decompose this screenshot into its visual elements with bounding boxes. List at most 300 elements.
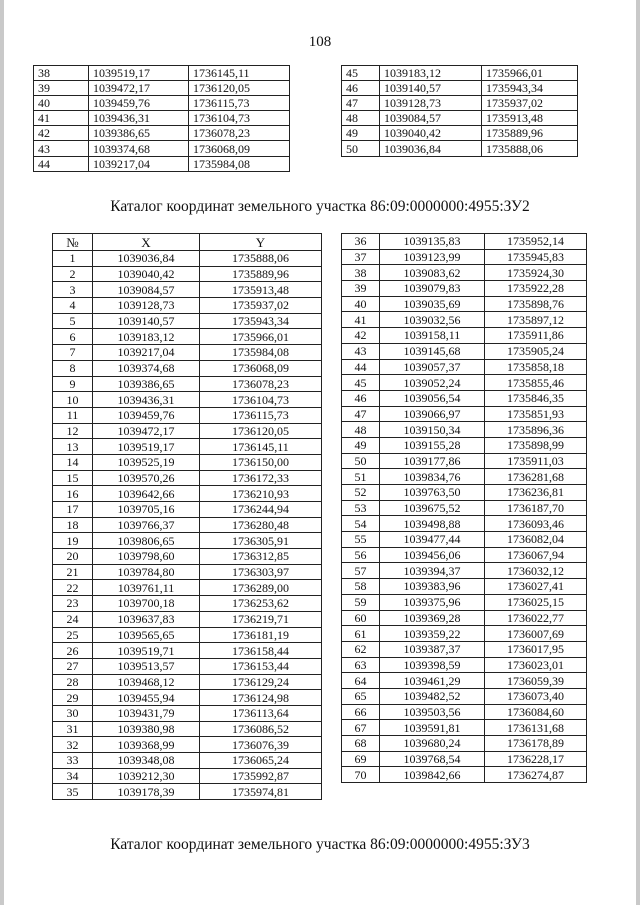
x-coordinate-cell: 1039680,24 xyxy=(380,736,485,752)
x-coordinate-cell: 1039436,31 xyxy=(93,392,200,408)
y-coordinate-cell: 1736017,95 xyxy=(485,641,587,657)
point-number-cell: 13 xyxy=(53,439,93,455)
y-coordinate-cell: 1736280,48 xyxy=(200,517,322,533)
point-number-cell: 53 xyxy=(342,500,380,516)
x-coordinate-cell: 1039348,08 xyxy=(93,753,200,769)
point-number-cell: 43 xyxy=(34,141,89,156)
x-coordinate-cell: 1039842,66 xyxy=(380,767,485,783)
point-number-cell: 69 xyxy=(342,751,380,767)
y-coordinate-cell: 1735855,46 xyxy=(485,375,587,391)
x-coordinate-cell: 1039150,34 xyxy=(380,422,485,438)
y-coordinate-cell: 1736073,40 xyxy=(485,688,587,704)
page-number: 108 xyxy=(308,34,332,50)
table-row xyxy=(342,265,587,281)
point-number-cell: 68 xyxy=(342,736,380,752)
table-row xyxy=(342,81,578,96)
x-coordinate-cell: 1039700,18 xyxy=(93,596,200,612)
table-row xyxy=(342,234,587,250)
y-coordinate-cell: 1736007,69 xyxy=(485,626,587,642)
x-coordinate-cell: 1039459,76 xyxy=(89,96,189,111)
y-coordinate-cell: 1736274,87 xyxy=(485,767,587,783)
y-coordinate-cell: 1736027,41 xyxy=(485,579,587,595)
table-row xyxy=(53,251,322,267)
point-number-cell: 47 xyxy=(342,406,380,422)
table-row xyxy=(53,423,322,439)
table-row xyxy=(342,312,587,328)
point-number-cell: 11 xyxy=(53,407,93,423)
x-coordinate-cell: 1039784,80 xyxy=(93,564,200,580)
table-row xyxy=(342,579,587,595)
x-coordinate-cell: 1039461,29 xyxy=(380,673,485,689)
x-coordinate-cell: 1039368,99 xyxy=(93,737,200,753)
x-coordinate-cell: 1039040,42 xyxy=(380,126,482,141)
table-row xyxy=(53,768,322,784)
point-number-cell: 50 xyxy=(342,141,380,156)
point-number-cell: 33 xyxy=(53,753,93,769)
y-coordinate-cell: 1735846,35 xyxy=(485,390,587,406)
point-number-cell: 49 xyxy=(342,437,380,453)
point-number-cell: 15 xyxy=(53,470,93,486)
x-coordinate-cell: 1039565,65 xyxy=(93,627,200,643)
x-coordinate-cell: 1039519,17 xyxy=(93,439,200,455)
y-coordinate-cell: 1736120,05 xyxy=(189,81,290,96)
table-row xyxy=(342,126,578,141)
table-header-row xyxy=(53,234,322,251)
point-number-cell: 28 xyxy=(53,674,93,690)
y-coordinate-cell: 1735898,76 xyxy=(485,296,587,312)
y-coordinate-cell: 1735924,30 xyxy=(485,265,587,281)
table-row xyxy=(53,360,322,376)
column-header-number: № xyxy=(53,234,93,251)
point-number-cell: 38 xyxy=(34,66,89,81)
table-row xyxy=(53,596,322,612)
x-coordinate-cell: 1039040,42 xyxy=(93,266,200,282)
y-coordinate-cell: 1735889,96 xyxy=(482,126,578,141)
x-coordinate-cell: 1039705,16 xyxy=(93,502,200,518)
table-row xyxy=(53,705,322,721)
y-coordinate-cell: 1736219,71 xyxy=(200,611,322,627)
x-coordinate-cell: 1039128,73 xyxy=(380,96,482,111)
point-number-cell: 18 xyxy=(53,517,93,533)
table-row xyxy=(53,407,322,423)
table-row xyxy=(53,784,322,800)
table-row xyxy=(342,469,587,485)
point-number-cell: 47 xyxy=(342,96,380,111)
y-coordinate-cell: 1736172,33 xyxy=(200,470,322,486)
table-row xyxy=(342,141,578,156)
point-number-cell: 2 xyxy=(53,266,93,282)
y-coordinate-cell: 1736093,46 xyxy=(485,516,587,532)
y-coordinate-cell: 1736281,68 xyxy=(485,469,587,485)
table-row xyxy=(342,532,587,548)
point-number-cell: 26 xyxy=(53,643,93,659)
y-coordinate-cell: 1736065,24 xyxy=(200,753,322,769)
x-coordinate-cell: 1039456,06 xyxy=(380,547,485,563)
table-row xyxy=(342,422,587,438)
point-number-cell: 27 xyxy=(53,658,93,674)
y-coordinate-cell: 1735913,48 xyxy=(482,111,578,126)
y-coordinate-cell: 1735937,02 xyxy=(200,298,322,314)
y-coordinate-cell: 1736305,91 xyxy=(200,533,322,549)
table-row xyxy=(53,674,322,690)
table-row xyxy=(53,470,322,486)
point-number-cell: 45 xyxy=(342,375,380,391)
point-number-cell: 32 xyxy=(53,737,93,753)
y-coordinate-cell: 1735992,87 xyxy=(200,768,322,784)
x-coordinate-cell: 1039155,28 xyxy=(380,437,485,453)
y-coordinate-cell: 1736181,19 xyxy=(200,627,322,643)
x-coordinate-cell: 1039436,31 xyxy=(89,111,189,126)
x-coordinate-cell: 1039177,86 xyxy=(380,453,485,469)
y-coordinate-cell: 1736084,60 xyxy=(485,704,587,720)
table-row xyxy=(342,281,587,297)
y-coordinate-cell: 1735943,34 xyxy=(200,313,322,329)
x-coordinate-cell: 1039212,30 xyxy=(93,768,200,784)
x-coordinate-cell: 1039798,60 xyxy=(93,549,200,565)
x-coordinate-cell: 1039398,59 xyxy=(380,657,485,673)
y-coordinate-cell: 1736082,04 xyxy=(485,532,587,548)
y-coordinate-cell: 1736124,98 xyxy=(200,690,322,706)
y-coordinate-cell: 1735888,06 xyxy=(482,141,578,156)
y-coordinate-cell: 1736228,17 xyxy=(485,751,587,767)
point-number-cell: 42 xyxy=(34,126,89,141)
x-coordinate-cell: 1039369,28 xyxy=(380,610,485,626)
table-row xyxy=(342,657,587,673)
point-number-cell: 39 xyxy=(34,81,89,96)
x-coordinate-cell: 1039183,12 xyxy=(380,66,482,81)
point-number-cell: 37 xyxy=(342,249,380,265)
x-coordinate-cell: 1039183,12 xyxy=(93,329,200,345)
table-row xyxy=(34,81,290,96)
table-row xyxy=(342,437,587,453)
point-number-cell: 62 xyxy=(342,641,380,657)
point-number-cell: 4 xyxy=(53,298,93,314)
point-number-cell: 60 xyxy=(342,610,380,626)
table-row xyxy=(342,547,587,563)
point-number-cell: 6 xyxy=(53,329,93,345)
y-coordinate-cell: 1735974,81 xyxy=(200,784,322,800)
y-coordinate-cell: 1735937,02 xyxy=(482,96,578,111)
x-coordinate-cell: 1039431,79 xyxy=(93,705,200,721)
coordinates-table-continued-left xyxy=(33,65,290,172)
x-coordinate-cell: 1039519,17 xyxy=(89,66,189,81)
x-coordinate-cell: 1039145,68 xyxy=(380,343,485,359)
x-coordinate-cell: 1039675,52 xyxy=(380,500,485,516)
x-coordinate-cell: 1039383,96 xyxy=(380,579,485,595)
column-header-x: X xyxy=(93,234,200,251)
x-coordinate-cell: 1039052,24 xyxy=(380,375,485,391)
y-coordinate-cell: 1735851,93 xyxy=(485,406,587,422)
table-row xyxy=(342,296,587,312)
table-row xyxy=(342,704,587,720)
point-number-cell: 23 xyxy=(53,596,93,612)
point-number-cell: 21 xyxy=(53,564,93,580)
x-coordinate-cell: 1039217,04 xyxy=(93,345,200,361)
y-coordinate-cell: 1735913,48 xyxy=(200,282,322,298)
y-coordinate-cell: 1736113,64 xyxy=(200,705,322,721)
y-coordinate-cell: 1736078,23 xyxy=(189,126,290,141)
point-number-cell: 64 xyxy=(342,673,380,689)
point-number-cell: 49 xyxy=(342,126,380,141)
table-row xyxy=(342,249,587,265)
point-number-cell: 8 xyxy=(53,360,93,376)
table-row xyxy=(53,549,322,565)
y-coordinate-cell: 1736068,09 xyxy=(189,141,290,156)
point-number-cell: 45 xyxy=(342,66,380,81)
coordinates-table-continued-right xyxy=(341,65,578,157)
table-row xyxy=(53,313,322,329)
table-row xyxy=(342,343,587,359)
table-row xyxy=(53,439,322,455)
y-coordinate-cell: 1736032,12 xyxy=(485,563,587,579)
table-row xyxy=(53,690,322,706)
x-coordinate-cell: 1039380,98 xyxy=(93,721,200,737)
y-coordinate-cell: 1736115,73 xyxy=(189,96,290,111)
x-coordinate-cell: 1039459,76 xyxy=(93,407,200,423)
y-coordinate-cell: 1735922,28 xyxy=(485,281,587,297)
table-row xyxy=(342,453,587,469)
table-row xyxy=(53,533,322,549)
point-number-cell: 41 xyxy=(34,111,89,126)
table-row xyxy=(342,111,578,126)
x-coordinate-cell: 1039135,83 xyxy=(380,234,485,250)
point-number-cell: 38 xyxy=(342,265,380,281)
table-row xyxy=(53,627,322,643)
table-row xyxy=(342,66,578,81)
table-row xyxy=(53,392,322,408)
x-coordinate-cell: 1039032,56 xyxy=(380,312,485,328)
table-row xyxy=(342,375,587,391)
point-number-cell: 56 xyxy=(342,547,380,563)
y-coordinate-cell: 1735897,12 xyxy=(485,312,587,328)
y-coordinate-cell: 1735966,01 xyxy=(482,66,578,81)
point-number-cell: 55 xyxy=(342,532,380,548)
y-coordinate-cell: 1735896,36 xyxy=(485,422,587,438)
point-number-cell: 36 xyxy=(342,234,380,250)
x-coordinate-cell: 1039525,19 xyxy=(93,454,200,470)
table-row xyxy=(53,721,322,737)
point-number-cell: 63 xyxy=(342,657,380,673)
x-coordinate-cell: 1039806,65 xyxy=(93,533,200,549)
point-number-cell: 5 xyxy=(53,313,93,329)
point-number-cell: 3 xyxy=(53,282,93,298)
coordinates-table-zu2-right xyxy=(341,233,587,783)
table-row xyxy=(53,564,322,580)
x-coordinate-cell: 1039468,12 xyxy=(93,674,200,690)
y-coordinate-cell: 1735952,14 xyxy=(485,234,587,250)
x-coordinate-cell: 1039455,94 xyxy=(93,690,200,706)
x-coordinate-cell: 1039834,76 xyxy=(380,469,485,485)
table-row xyxy=(342,594,587,610)
y-coordinate-cell: 1736289,00 xyxy=(200,580,322,596)
y-coordinate-cell: 1736086,52 xyxy=(200,721,322,737)
y-coordinate-cell: 1736153,44 xyxy=(200,658,322,674)
table-row xyxy=(342,390,587,406)
x-coordinate-cell: 1039178,39 xyxy=(93,784,200,800)
point-number-cell: 30 xyxy=(53,705,93,721)
y-coordinate-cell: 1736023,01 xyxy=(485,657,587,673)
y-coordinate-cell: 1736068,09 xyxy=(200,360,322,376)
y-coordinate-cell: 1736104,73 xyxy=(200,392,322,408)
y-coordinate-cell: 1736145,11 xyxy=(189,66,290,81)
y-coordinate-cell: 1736312,85 xyxy=(200,549,322,565)
y-coordinate-cell: 1736022,77 xyxy=(485,610,587,626)
column-header-y: Y xyxy=(200,234,322,251)
y-coordinate-cell: 1736303,97 xyxy=(200,564,322,580)
x-coordinate-cell: 1039387,37 xyxy=(380,641,485,657)
x-coordinate-cell: 1039386,65 xyxy=(93,376,200,392)
y-coordinate-cell: 1736145,11 xyxy=(200,439,322,455)
table-row xyxy=(342,610,587,626)
table-row xyxy=(53,298,322,314)
point-number-cell: 25 xyxy=(53,627,93,643)
point-number-cell: 40 xyxy=(34,96,89,111)
x-coordinate-cell: 1039591,81 xyxy=(380,720,485,736)
table-row xyxy=(342,736,587,752)
y-coordinate-cell: 1736187,70 xyxy=(485,500,587,516)
point-number-cell: 43 xyxy=(342,343,380,359)
table-row xyxy=(53,329,322,345)
x-coordinate-cell: 1039374,68 xyxy=(93,360,200,376)
y-coordinate-cell: 1736067,94 xyxy=(485,547,587,563)
x-coordinate-cell: 1039761,11 xyxy=(93,580,200,596)
point-number-cell: 57 xyxy=(342,563,380,579)
y-coordinate-cell: 1736131,68 xyxy=(485,720,587,736)
x-coordinate-cell: 1039498,88 xyxy=(380,516,485,532)
x-coordinate-cell: 1039375,96 xyxy=(380,594,485,610)
point-number-cell: 48 xyxy=(342,422,380,438)
y-coordinate-cell: 1736078,23 xyxy=(200,376,322,392)
y-coordinate-cell: 1736150,00 xyxy=(200,454,322,470)
point-number-cell: 46 xyxy=(342,390,380,406)
table-row xyxy=(342,720,587,736)
y-coordinate-cell: 1735984,08 xyxy=(189,156,290,171)
x-coordinate-cell: 1039084,57 xyxy=(93,282,200,298)
point-number-cell: 42 xyxy=(342,328,380,344)
x-coordinate-cell: 1039066,97 xyxy=(380,406,485,422)
x-coordinate-cell: 1039394,37 xyxy=(380,563,485,579)
point-number-cell: 24 xyxy=(53,611,93,627)
x-coordinate-cell: 1039084,57 xyxy=(380,111,482,126)
point-number-cell: 10 xyxy=(53,392,93,408)
point-number-cell: 52 xyxy=(342,485,380,501)
x-coordinate-cell: 1039036,84 xyxy=(380,141,482,156)
x-coordinate-cell: 1039359,22 xyxy=(380,626,485,642)
table-row xyxy=(53,737,322,753)
point-number-cell: 59 xyxy=(342,594,380,610)
table-row xyxy=(53,643,322,659)
x-coordinate-cell: 1039570,26 xyxy=(93,470,200,486)
point-number-cell: 19 xyxy=(53,533,93,549)
point-number-cell: 67 xyxy=(342,720,380,736)
x-coordinate-cell: 1039482,52 xyxy=(380,688,485,704)
y-coordinate-cell: 1736253,62 xyxy=(200,596,322,612)
x-coordinate-cell: 1039217,04 xyxy=(89,156,189,171)
point-number-cell: 40 xyxy=(342,296,380,312)
x-coordinate-cell: 1039083,62 xyxy=(380,265,485,281)
point-number-cell: 54 xyxy=(342,516,380,532)
y-coordinate-cell: 1735889,96 xyxy=(200,266,322,282)
x-coordinate-cell: 1039079,83 xyxy=(380,281,485,297)
y-coordinate-cell: 1736210,93 xyxy=(200,486,322,502)
table-row xyxy=(342,626,587,642)
point-number-cell: 34 xyxy=(53,768,93,784)
table-row xyxy=(53,486,322,502)
table-row xyxy=(34,111,290,126)
y-coordinate-cell: 1735966,01 xyxy=(200,329,322,345)
y-coordinate-cell: 1735945,83 xyxy=(485,249,587,265)
table-row xyxy=(34,66,290,81)
table-row xyxy=(342,406,587,422)
x-coordinate-cell: 1039763,50 xyxy=(380,485,485,501)
y-coordinate-cell: 1736025,15 xyxy=(485,594,587,610)
point-number-cell: 44 xyxy=(342,359,380,375)
point-number-cell: 58 xyxy=(342,579,380,595)
y-coordinate-cell: 1735984,08 xyxy=(200,345,322,361)
x-coordinate-cell: 1039503,56 xyxy=(380,704,485,720)
x-coordinate-cell: 1039374,68 xyxy=(89,141,189,156)
table-row xyxy=(342,328,587,344)
point-number-cell: 20 xyxy=(53,549,93,565)
table-row xyxy=(34,96,290,111)
point-number-cell: 12 xyxy=(53,423,93,439)
y-coordinate-cell: 1735898,99 xyxy=(485,437,587,453)
catalog-heading-zu2: Каталог координат земельного участка 86:09:0000000:4955:ЗУ2 xyxy=(110,198,530,215)
table-row xyxy=(342,359,587,375)
y-coordinate-cell: 1735858,18 xyxy=(485,359,587,375)
table-row xyxy=(53,517,322,533)
y-coordinate-cell: 1736129,24 xyxy=(200,674,322,690)
point-number-cell: 70 xyxy=(342,767,380,783)
y-coordinate-cell: 1736158,44 xyxy=(200,643,322,659)
x-coordinate-cell: 1039768,54 xyxy=(380,751,485,767)
point-number-cell: 41 xyxy=(342,312,380,328)
table-row xyxy=(342,500,587,516)
y-coordinate-cell: 1736178,89 xyxy=(485,736,587,752)
table-row xyxy=(53,266,322,282)
point-number-cell: 48 xyxy=(342,111,380,126)
table-row xyxy=(342,767,587,783)
point-number-cell: 50 xyxy=(342,453,380,469)
point-number-cell: 31 xyxy=(53,721,93,737)
y-coordinate-cell: 1735905,24 xyxy=(485,343,587,359)
point-number-cell: 1 xyxy=(53,251,93,267)
table-row xyxy=(53,345,322,361)
table-row xyxy=(53,376,322,392)
table-row xyxy=(34,126,290,141)
x-coordinate-cell: 1039642,66 xyxy=(93,486,200,502)
point-number-cell: 35 xyxy=(53,784,93,800)
table-row xyxy=(342,641,587,657)
point-number-cell: 17 xyxy=(53,502,93,518)
x-coordinate-cell: 1039477,44 xyxy=(380,532,485,548)
point-number-cell: 9 xyxy=(53,376,93,392)
y-coordinate-cell: 1735911,03 xyxy=(485,453,587,469)
scan-edge-left xyxy=(0,0,4,905)
x-coordinate-cell: 1039035,69 xyxy=(380,296,485,312)
table-row xyxy=(34,141,290,156)
point-number-cell: 16 xyxy=(53,486,93,502)
y-coordinate-cell: 1735911,86 xyxy=(485,328,587,344)
x-coordinate-cell: 1039766,37 xyxy=(93,517,200,533)
table-row xyxy=(342,563,587,579)
scan-edge-right xyxy=(636,0,640,905)
table-row xyxy=(53,282,322,298)
table-row xyxy=(342,516,587,532)
y-coordinate-cell: 1736236,81 xyxy=(485,485,587,501)
point-number-cell: 46 xyxy=(342,81,380,96)
x-coordinate-cell: 1039158,11 xyxy=(380,328,485,344)
